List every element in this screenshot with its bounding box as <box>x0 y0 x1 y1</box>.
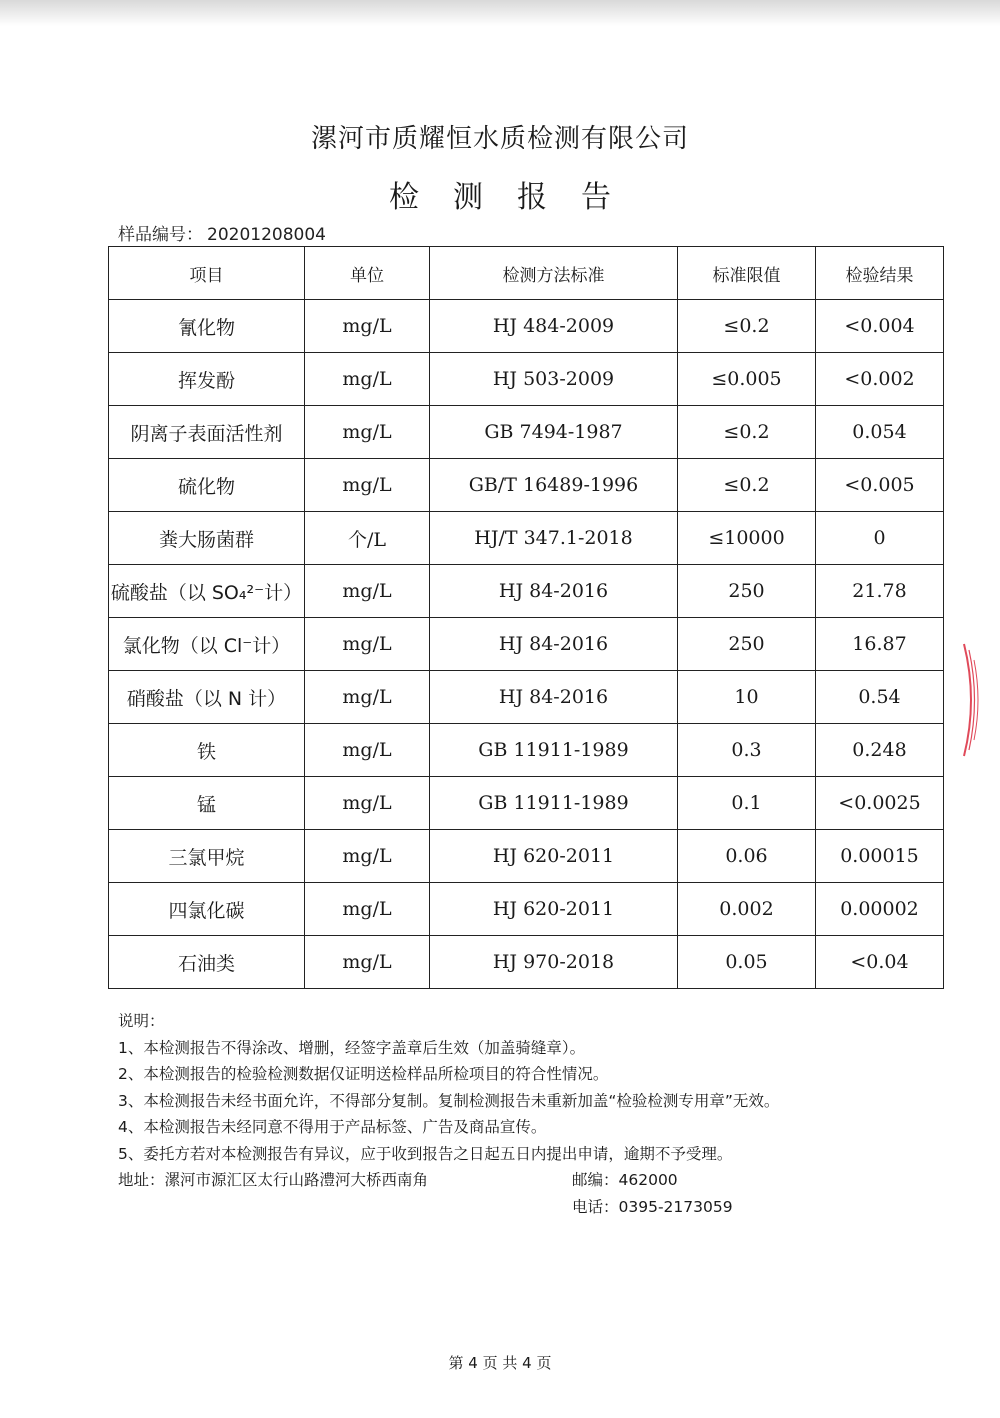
cell-result: <0.004 <box>816 300 944 353</box>
phone-number: 电话：0395-2173059 <box>572 1198 733 1216</box>
cell-limit: ≤0.005 <box>678 353 816 406</box>
note-item: 2、本检测报告的检验检测数据仅证明送检样品所检项目的符合性情况。 <box>118 1065 609 1083</box>
cell-method: GB 7494-1987 <box>430 406 678 459</box>
cell-unit: mg/L <box>305 300 430 353</box>
header-result: 检验结果 <box>816 247 944 300</box>
cell-unit: mg/L <box>305 565 430 618</box>
cell-item: 硫化物 <box>109 459 305 512</box>
cell-item: 铁 <box>109 724 305 777</box>
cell-result: 0.54 <box>816 671 944 724</box>
address: 地址：漯河市源汇区太行山路澧河大桥西南角 <box>118 1171 429 1189</box>
cell-result: 0.248 <box>816 724 944 777</box>
cell-result: <0.002 <box>816 353 944 406</box>
cell-limit: 0.06 <box>678 830 816 883</box>
cell-unit: mg/L <box>305 459 430 512</box>
cell-limit: ≤10000 <box>678 512 816 565</box>
sample-number-value: 20201208004 <box>207 225 326 245</box>
cell-method: HJ 84-2016 <box>430 565 678 618</box>
cell-method: HJ 84-2016 <box>430 618 678 671</box>
cell-limit: 250 <box>678 565 816 618</box>
cell-result: 0 <box>816 512 944 565</box>
cell-method: HJ 84-2016 <box>430 671 678 724</box>
table-row <box>109 936 944 989</box>
cell-item: 挥发酚 <box>109 353 305 406</box>
cell-unit: mg/L <box>305 936 430 989</box>
note-item: 4、本检测报告未经同意不得用于产品标签、广告及商品宣传。 <box>118 1118 547 1136</box>
page-indicator: 第 4 页 共 4 页 <box>448 1354 552 1372</box>
cell-item: 氰化物 <box>109 300 305 353</box>
cell-limit: 0.002 <box>678 883 816 936</box>
table-row <box>109 618 944 671</box>
cell-unit: mg/L <box>305 353 430 406</box>
cell-unit: mg/L <box>305 777 430 830</box>
notes-section <box>118 1008 938 1167</box>
cell-method: HJ 503-2009 <box>430 353 678 406</box>
cell-unit: mg/L <box>305 830 430 883</box>
cell-item: 硝酸盐（以 N 计） <box>109 671 305 724</box>
cell-method: HJ 484-2009 <box>430 300 678 353</box>
table-row <box>109 830 944 883</box>
table-row <box>109 459 944 512</box>
sample-number <box>118 220 326 245</box>
table-row <box>109 406 944 459</box>
cell-method: GB/T 16489-1996 <box>430 459 678 512</box>
cell-item: 四氯化碳 <box>109 883 305 936</box>
cell-limit: 0.3 <box>678 724 816 777</box>
header-item: 项目 <box>109 247 305 300</box>
cell-unit: mg/L <box>305 883 430 936</box>
table-row <box>109 777 944 830</box>
table-header-row <box>109 247 944 300</box>
header-limit: 标准限值 <box>678 247 816 300</box>
note-item: 1、本检测报告不得涂改、增删，经签字盖章后生效（加盖骑缝章）。 <box>118 1038 586 1057</box>
cell-result: 0.00002 <box>816 883 944 936</box>
cell-limit: 0.1 <box>678 777 816 830</box>
table-row <box>109 565 944 618</box>
notes-heading: 说明： <box>118 1012 165 1030</box>
cell-limit: ≤0.2 <box>678 459 816 512</box>
cell-unit: mg/L <box>305 671 430 724</box>
cell-method: HJ/T 347.1-2018 <box>430 512 678 565</box>
cell-item: 石油类 <box>109 936 305 989</box>
cell-unit: 个/L <box>305 512 430 565</box>
seal-seam-mark <box>960 640 982 760</box>
cell-result: <0.04 <box>816 936 944 989</box>
cell-method: HJ 620-2011 <box>430 883 678 936</box>
cell-item: 粪大肠菌群 <box>109 512 305 565</box>
cell-method: HJ 620-2011 <box>430 830 678 883</box>
cell-result: 0.00015 <box>816 830 944 883</box>
table-row <box>109 724 944 777</box>
cell-method: GB 11911-1989 <box>430 724 678 777</box>
cell-limit: 250 <box>678 618 816 671</box>
postal-code: 邮编：462000 <box>572 1171 678 1189</box>
report-title: 检测报告 <box>389 180 645 215</box>
cell-unit: mg/L <box>305 724 430 777</box>
cell-limit: 0.05 <box>678 936 816 989</box>
note-item: 3、本检测报告未经书面允许，不得部分复制。复制检测报告未重新加盖“检验检测专用章”无效。 <box>118 1091 780 1110</box>
header-method: 检测方法标准 <box>430 247 678 300</box>
cell-limit: ≤0.2 <box>678 406 816 459</box>
cell-result: 21.78 <box>816 565 944 618</box>
cell-item: 锰 <box>109 777 305 830</box>
note-item: 5、委托方若对本检测报告有异议，应于收到报告之日起五日内提出申请，逾期不予受理。 <box>118 1144 733 1163</box>
company-name: 漯河市质耀恒水质检测有限公司 <box>310 124 689 154</box>
results-table <box>108 246 944 989</box>
header-unit: 单位 <box>305 247 430 300</box>
table-row <box>109 671 944 724</box>
cell-unit: mg/L <box>305 618 430 671</box>
table-row <box>109 883 944 936</box>
cell-item: 氯化物（以 Cl⁻计） <box>109 618 305 671</box>
cell-result: <0.005 <box>816 459 944 512</box>
cell-limit: 10 <box>678 671 816 724</box>
scan-edge <box>0 0 1000 26</box>
cell-method: GB 11911-1989 <box>430 777 678 830</box>
cell-unit: mg/L <box>305 406 430 459</box>
cell-item: 硫酸盐（以 SO₄²⁻计） <box>109 565 305 618</box>
table-row <box>109 512 944 565</box>
sample-number-label: 样品编号： <box>118 225 203 245</box>
cell-item: 阴离子表面活性剂 <box>109 406 305 459</box>
cell-result: 16.87 <box>816 618 944 671</box>
table-row <box>109 300 944 353</box>
table-row <box>109 353 944 406</box>
cell-limit: ≤0.2 <box>678 300 816 353</box>
cell-result: 0.054 <box>816 406 944 459</box>
cell-result: <0.0025 <box>816 777 944 830</box>
cell-method: HJ 970-2018 <box>430 936 678 989</box>
cell-item: 三氯甲烷 <box>109 830 305 883</box>
